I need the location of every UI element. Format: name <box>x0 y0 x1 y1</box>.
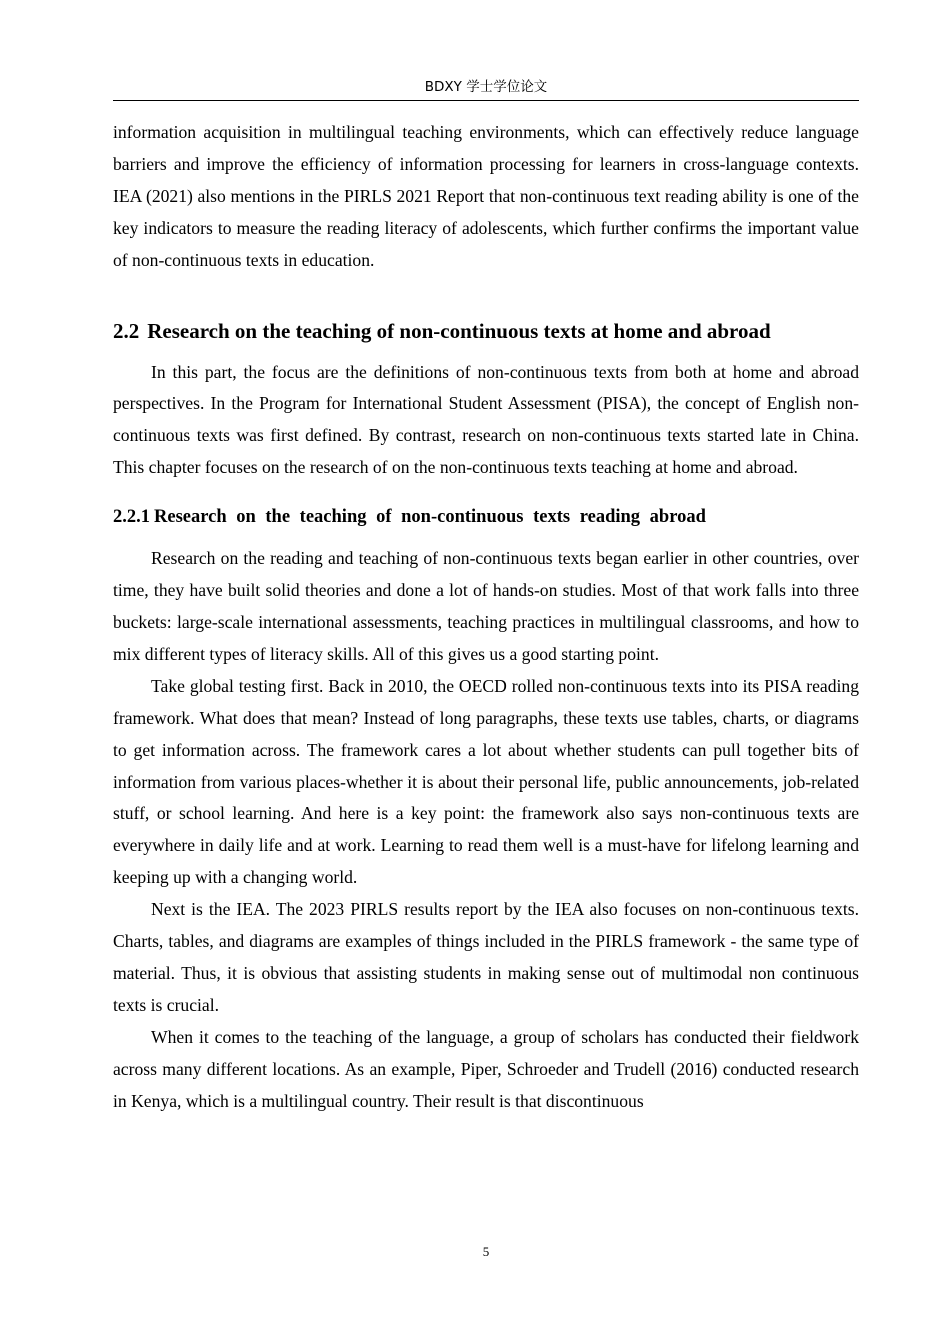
body-paragraph: In this part, the focus are the definitions of non-continuous texts from both at home and abroad perspectives. In the Program for International Student Assessment (PISA), the concept of English non-continuous texts was first defined. By contrast, research on non-continuous texts started late in China. This chapter focuses on the research of on the non-continuous texts teaching at home and abroad. <box>113 361 859 478</box>
document-page <box>113 0 859 1344</box>
body-paragraph: Next is the IEA. The 2023 PIRLS results report by the IEA also focuses on non-continuous texts. Charts, tables, and diagrams are examples of things included in the PIRLS framework - the same type of material. Thus, it is obvious that assisting students in making sense out of multimodal non continuous texts is crucial. <box>113 899 859 1015</box>
subsection-title: Research on the teaching of non-continuous texts reading abroad <box>154 507 706 528</box>
section-heading-2-2 <box>113 316 859 347</box>
continued-paragraph: information acquisition in multilingual teaching environments, which can effectively reduce language barriers and improve the efficiency of information processing for learners in cross-language contexts. IEA (2021) also mentions in the PIRLS 2021 Report that non-continuous text reading ability is one of the key indicators to measure the reading literacy of adolescents, which further confirms the important value of non-continuous texts in education. <box>113 122 859 270</box>
running-header: BDXY 学士学位论文 <box>424 79 548 95</box>
document-body <box>113 117 859 1117</box>
section-number: 2.2 <box>113 318 140 343</box>
page-number: 5 <box>482 1244 490 1259</box>
header-rule <box>113 100 859 101</box>
body-paragraph: Research on the reading and teaching of non-continuous texts began earlier in other countries, over time, they have built solid theories and done a lot of hands-on studies. Most of that work falls into three buckets: large-scale international assessments, teaching practices in multilingual classrooms, and how to mix different types of literacy skills. All of this gives us a good starting point. <box>113 548 859 664</box>
body-paragraph: Take global testing first. Back in 2010, the OECD rolled non-continuous texts into its PISA reading framework. What does that mean? Instead of long paragraphs, these texts use tables, charts, or diagrams to get information across. The framework cares a lot about whether students can pull together bits of information from various places-whether it is about their personal life, public announcements, job-related stuff, or school learning. And here is a key point: the framework also says non-continuous texts are everywhere in daily life and at work. Learning to read them well is a must-have for lifelong learning and keeping up with a changing world. <box>113 675 859 888</box>
subsection-heading-2-2-1 <box>113 502 859 533</box>
subsection-number: 2.2.1 <box>113 507 150 528</box>
section-title: Research on the teaching of non-continuous texts at home and abroad <box>147 318 771 343</box>
body-paragraph: When it comes to the teaching of the language, a group of scholars has conducted their fieldwork across many different locations. As an example, Piper, Schroeder and Trudell (2016) conducted research in Kenya, which is a multilingual country. Their result is that discontinuous <box>113 1026 859 1111</box>
